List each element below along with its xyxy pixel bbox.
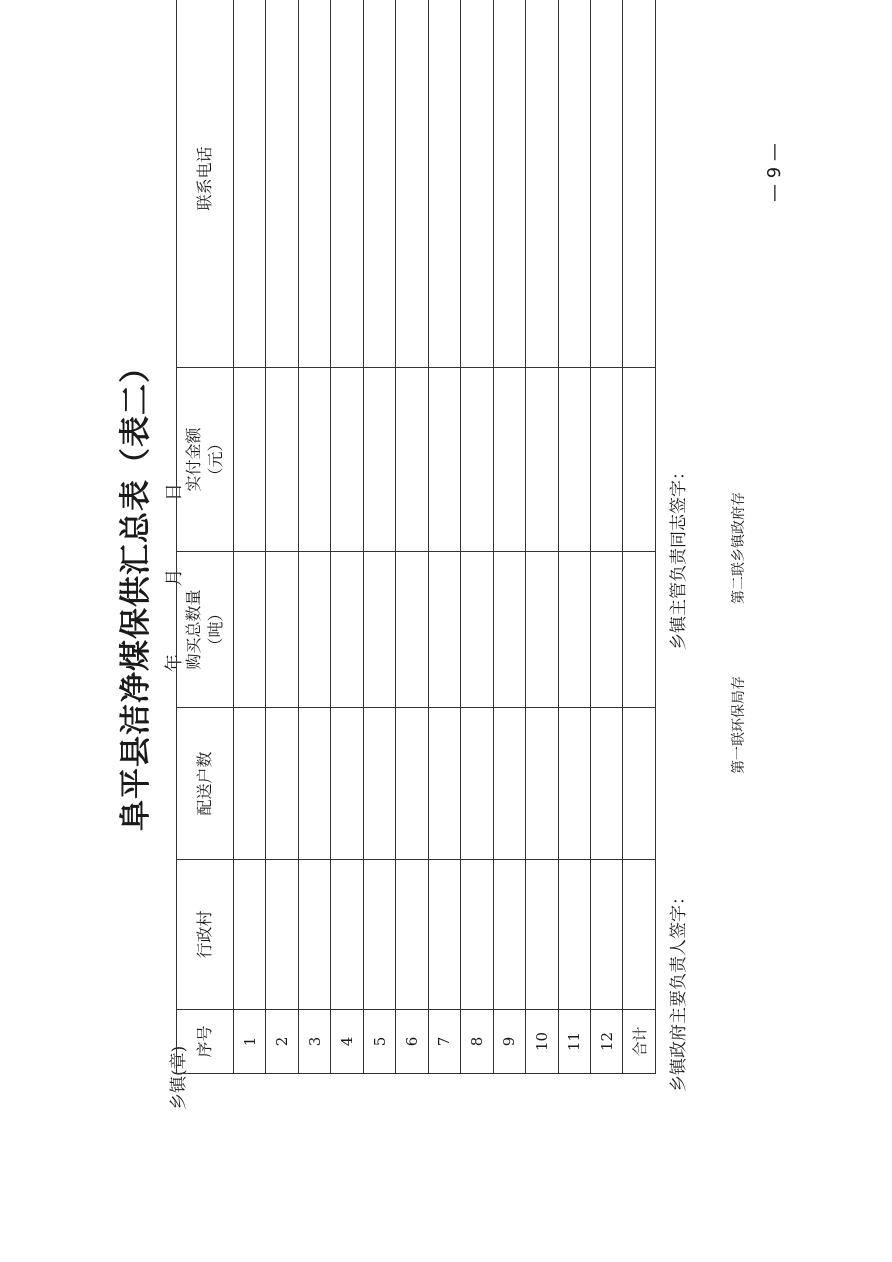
header-households: 配送户数 (177, 708, 234, 860)
table-cell (363, 368, 395, 552)
table-row (623, 0, 656, 1074)
table-cell (558, 368, 590, 552)
header-village: 行政村 (177, 860, 234, 1010)
table-row (234, 0, 266, 1074)
table-cell (623, 0, 656, 368)
table-cell (493, 552, 525, 708)
table-row (461, 0, 493, 1074)
table-row (266, 0, 298, 1074)
table-cell (298, 0, 330, 368)
table-row (526, 0, 558, 1074)
row-index-cell: 10 (526, 1010, 558, 1074)
table-row (363, 0, 395, 1074)
table-cell (558, 708, 590, 860)
table-cell (623, 708, 656, 860)
table-cell (234, 368, 266, 552)
signature-town-head: 乡镇政府主要负责人签字： (669, 888, 689, 1092)
header-quantity (177, 552, 234, 708)
row-index-cell: 2 (266, 1010, 298, 1074)
table-cell (428, 708, 460, 860)
table-cell (461, 368, 493, 552)
table-cell (526, 860, 558, 1010)
table-cell (266, 0, 298, 368)
table-cell (298, 860, 330, 1010)
header-quantity-text: 购买总数量 （吨） (184, 589, 225, 670)
table-cell (266, 708, 298, 860)
table-cell (234, 0, 266, 368)
row-index-cell: 9 (493, 1010, 525, 1074)
table-cell (396, 368, 428, 552)
table-row (428, 0, 460, 1074)
table-cell (396, 552, 428, 708)
page-number: — 9 — (764, 143, 785, 202)
table-cell (590, 708, 622, 860)
row-index-cell: 合计 (623, 1010, 656, 1074)
table-cell (234, 708, 266, 860)
table-cell (493, 708, 525, 860)
header-amount (177, 368, 234, 552)
table-cell (396, 708, 428, 860)
summary-table (176, 0, 656, 1074)
table-cell (590, 368, 622, 552)
table-row (558, 0, 590, 1074)
table-cell (331, 368, 363, 552)
table-cell (396, 860, 428, 1010)
table-cell (558, 0, 590, 368)
table-cell (526, 368, 558, 552)
table-cell (428, 552, 460, 708)
table-cell (526, 0, 558, 368)
table-cell (428, 0, 460, 368)
table-cell (363, 708, 395, 860)
table-header-row (177, 0, 234, 1074)
table-cell (298, 368, 330, 552)
row-index-cell: 1 (234, 1010, 266, 1074)
date-year: 年 (164, 654, 185, 672)
table-cell (493, 368, 525, 552)
table-cell (428, 368, 460, 552)
table-cell (493, 860, 525, 1010)
table-cell (298, 552, 330, 708)
table-cell (363, 552, 395, 708)
table-cell (363, 860, 395, 1010)
table-cell (266, 552, 298, 708)
table-cell (396, 0, 428, 368)
table-cell (234, 860, 266, 1010)
table-row (590, 0, 622, 1074)
table-cell (590, 0, 622, 368)
table-cell (590, 552, 622, 708)
header-index: 序号 (177, 1010, 234, 1074)
row-index-cell: 7 (428, 1010, 460, 1074)
table-row (331, 0, 363, 1074)
table-cell (558, 552, 590, 708)
document-title: 阜平县洁净煤保供汇总表（表二） (118, 351, 154, 831)
table-cell (461, 0, 493, 368)
table-cell (298, 708, 330, 860)
table-cell (234, 552, 266, 708)
table-cell (493, 0, 525, 368)
table-cell (428, 860, 460, 1010)
signature-supervisor: 乡镇主管负责同志签字： (669, 463, 689, 650)
table-cell (331, 860, 363, 1010)
table-cell (266, 860, 298, 1010)
table-cell (461, 552, 493, 708)
table-row (298, 0, 330, 1074)
table-cell (266, 368, 298, 552)
table-row (396, 0, 428, 1074)
table-cell (526, 708, 558, 860)
row-index-cell: 12 (590, 1010, 622, 1074)
table-cell (526, 552, 558, 708)
row-index-cell: 3 (298, 1010, 330, 1074)
table-cell (590, 860, 622, 1010)
row-index-cell: 5 (363, 1010, 395, 1074)
table-cell (461, 708, 493, 860)
header-phone: 联系电话 (177, 0, 234, 368)
date-month: 月 (164, 568, 185, 587)
row-index-cell: 6 (396, 1010, 428, 1074)
table-cell (558, 860, 590, 1010)
table-cell (363, 0, 395, 368)
row-index-cell: 4 (331, 1010, 363, 1074)
table-cell (331, 0, 363, 368)
table-cell (461, 860, 493, 1010)
header-amount-text: 实付金额 （元） (184, 427, 225, 492)
table-cell (623, 368, 656, 552)
table-body (234, 0, 656, 1074)
table-cell (623, 552, 656, 708)
table-cell (331, 708, 363, 860)
copy-note-first: 第一联环保局存 (731, 676, 747, 774)
date-day: 日 (164, 483, 185, 502)
row-index-cell: 8 (461, 1010, 493, 1074)
town-seal-label: 乡镇(章) (169, 1045, 189, 1110)
table-row (493, 0, 525, 1074)
row-index-cell: 11 (558, 1010, 590, 1074)
copy-note-second: 第二联乡镇政府存 (731, 492, 747, 604)
table-cell (623, 860, 656, 1010)
table-cell (331, 552, 363, 708)
